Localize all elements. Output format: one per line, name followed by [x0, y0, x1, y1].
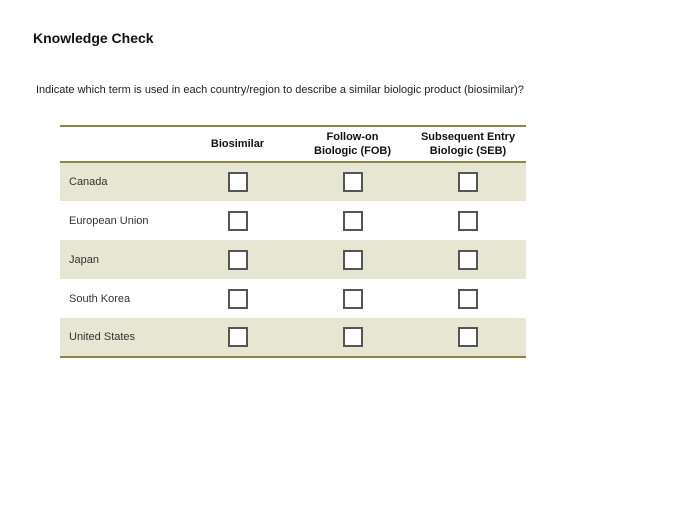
checkbox-south-korea-seb[interactable] [458, 289, 478, 309]
checkbox-south-korea-biosimilar[interactable] [228, 289, 248, 309]
checkbox-us-biosimilar[interactable] [228, 327, 248, 347]
header-seb-line1: Subsequent Entry [420, 131, 516, 143]
country-label: European Union [69, 214, 149, 227]
country-label: South Korea [69, 292, 131, 305]
header-biosimilar-label: Biosimilar [210, 138, 265, 150]
header-fob [295, 126, 410, 162]
checkbox-eu-fob[interactable] [343, 211, 363, 231]
row-south-korea [60, 279, 526, 318]
checkbox-us-seb[interactable] [458, 327, 478, 347]
checkbox-japan-biosimilar[interactable] [228, 250, 248, 270]
checkbox-south-korea-fob[interactable] [343, 289, 363, 309]
page-title: Knowledge Check [33, 30, 154, 46]
country-label: Japan [60, 240, 180, 279]
checkbox-canada-biosimilar[interactable] [228, 172, 248, 192]
checkbox-canada-seb[interactable] [458, 172, 478, 192]
checkbox-japan-fob[interactable] [343, 250, 363, 270]
checkbox-us-fob[interactable] [343, 327, 363, 347]
header-biosimilar [180, 126, 295, 162]
header-fob-line2: Biologic (FOB) [314, 145, 391, 157]
header-seb-line2: Biologic (SEB) [429, 145, 507, 157]
country-label: Canada [60, 162, 180, 201]
header-seb [410, 126, 526, 162]
answer-matrix [60, 125, 526, 358]
country-label: United States [60, 318, 180, 357]
header-row [60, 126, 526, 162]
header-country [60, 126, 180, 162]
checkbox-eu-biosimilar[interactable] [228, 211, 248, 231]
row-united-states [60, 318, 526, 357]
checkbox-canada-fob[interactable] [343, 172, 363, 192]
checkbox-japan-seb[interactable] [458, 250, 478, 270]
row-japan [60, 240, 526, 279]
header-fob-line1: Follow-on [326, 131, 379, 143]
question-text: Indicate which term is used in each country/region to describe a similar biologic product (biosimilar)? [36, 84, 524, 96]
row-european-union [60, 201, 526, 240]
row-canada [60, 162, 526, 201]
checkbox-eu-seb[interactable] [458, 211, 478, 231]
